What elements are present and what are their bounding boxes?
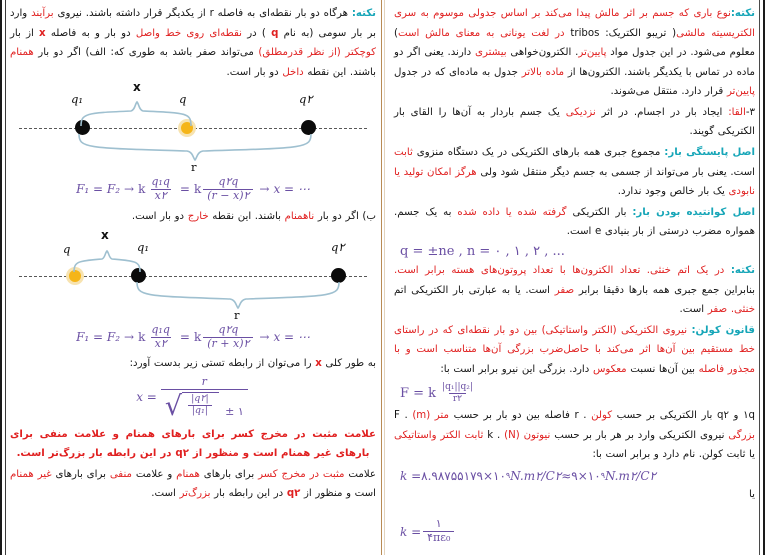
- note-1-line3a: می‌شود. در این جدول مواد: [606, 47, 726, 59]
- item-3-number: ۳-: [745, 106, 756, 118]
- footnote-red-line2: است و منظور از q۲ در این رابطه بار بزرگ‌تر است.: [16, 448, 278, 460]
- page-border-right-inner: [759, 0, 760, 555]
- q2-subscript: ۲: [723, 410, 729, 422]
- left-note-1-line1a: هرگاه دو بار نقطه‌ای به فاصله: [213, 8, 352, 19]
- def-line3: کولن. نام دارد و برابر است با:: [592, 449, 723, 461]
- note-1-line3d: بیشتری: [474, 47, 507, 59]
- formula2-den2: (r + x)۲: [203, 337, 253, 351]
- left-note-1-resultant: برآیند: [31, 8, 54, 19]
- coulomb-text-h: فاصله: [698, 363, 725, 375]
- item-3-term: القا:: [728, 106, 746, 118]
- k-approx-times: ×: [577, 468, 588, 483]
- k-alt-fraction: [423, 518, 454, 544]
- note-2-text-c: است.: [394, 264, 426, 276]
- quantization-text-d: مضرب درستی از بار بنیادی: [601, 226, 722, 238]
- k-approx-sign: ≈: [561, 468, 572, 483]
- formula2-equals: =: [179, 330, 190, 345]
- def-line1e: . r فاصله بین دو بار بر حسب: [448, 410, 592, 422]
- note-1-line1a: نوع باری که جسم بر اثر مالش پیدا می‌کند بر اساس جدولی موسوم به: [416, 8, 731, 19]
- formula-x-plus-minus-one: ± ۱: [225, 405, 244, 419]
- label-r-brace-fig2: r: [234, 308, 240, 323]
- k-alt-numerator: ۱: [435, 517, 442, 531]
- formula2-fraction-right: [203, 324, 253, 350]
- coulomb-text-f: آن‌ها: [476, 344, 508, 356]
- left-note-1-label: نکته:: [351, 8, 376, 19]
- coulomb-text-c: بین دو بار نقطه‌ای که در راستای خط: [394, 324, 755, 356]
- note-2-text-d: بنابراین جمع جبری همه بارها دقیقا برابر: [574, 284, 755, 296]
- page-divider-line: [381, 0, 382, 555]
- def-line1c: بار الکتریکی بر حسب: [612, 410, 717, 422]
- k-power-exp: ۹: [505, 471, 511, 481]
- formula2-k2: k: [193, 330, 202, 345]
- note-1-line2a: الکتریسیته مالشی: [676, 27, 755, 39]
- formula2-num1: q₁q: [151, 323, 170, 337]
- coulomb-text-a: نیروی الکتریکی: [616, 324, 692, 336]
- formula-x-lhs: x =: [136, 390, 157, 405]
- general-intro-c: را می‌توان از رابطه تستی زیر بدست آورد:: [129, 358, 316, 370]
- quantization-principle-paragraph: [394, 203, 755, 242]
- item-3-induction-paragraph: [394, 103, 755, 142]
- general-formula-intro: [10, 354, 376, 374]
- coulomb-text-b: (الکتر واستاتیکی): [541, 324, 617, 336]
- note-2-paragraph: [394, 261, 755, 320]
- footnote-mixed-q2: q۲: [286, 488, 301, 500]
- footnote-mixed-h: غیر همنام: [10, 468, 52, 480]
- formula1-arrow: →: [124, 182, 135, 197]
- def-line2a: نیروی الکتریکی وارد بر هر بار بر حسب: [550, 429, 725, 441]
- radical-content: [182, 392, 219, 417]
- left-note-1-line4a: الف) اگر دو بار: [33, 47, 106, 59]
- quantization-text-b: گرفته شده یا داده شده: [457, 206, 567, 218]
- item-3-text-c: یک جسم باردار به آن‌ها را القای بار: [394, 106, 566, 118]
- formula-x-denominator: [161, 389, 248, 423]
- note-b-paragraph: [10, 207, 376, 227]
- footnote-red-line1: علامت مثبت در مخرج کسر برای بارهای همنام و علامت منفی برای بارهای غیر همنام: [10, 428, 376, 460]
- formula2-rhs: x = ⋯: [273, 330, 310, 345]
- footnote-mixed-c: برای بارهای: [199, 468, 259, 480]
- def-unit-coulomb: کولن: [591, 410, 613, 422]
- note-1-line4b: ماده بالاتر: [521, 66, 565, 78]
- note-2-text-a: در یک اتم خنثی. تعداد الکترون‌ها با تعداد پروتون‌های هسته: [444, 264, 731, 276]
- note-2-text-f: است. یا به عبارتی بار الکتریکی اتم: [394, 284, 555, 296]
- formula-x-radical: [164, 391, 219, 423]
- note-b-text-c: باشند. این نقطه: [208, 210, 285, 222]
- k-lhs: k =: [400, 468, 422, 483]
- formula2-lhs: F₁ = F₂: [76, 330, 121, 345]
- general-x-formula: [10, 375, 376, 423]
- coulomb-text-i: بین آن‌ها نسبت: [626, 363, 699, 375]
- radical-sign-icon: √: [164, 391, 183, 423]
- footnote-mixed-e: و علامت: [132, 468, 177, 480]
- item-3-text-b: نزدیکی: [565, 106, 596, 118]
- conservation-text-a: مجموع جبری همه بارهای الکتریکی در یک دستگاه منزوی: [412, 147, 665, 159]
- formula2-k1: k: [138, 330, 146, 345]
- footnote-mixed-a: علامت: [344, 468, 376, 480]
- left-note-1-line1e: وارد: [10, 8, 32, 19]
- q1-subscript: ۱: [743, 410, 749, 422]
- k-times: ×: [482, 468, 494, 483]
- quantization-text-c: به یک جسم. همواره: [394, 206, 755, 238]
- footnote-mixed-larger: بزرگ‌تر: [179, 488, 211, 500]
- item-3-text-d: الکتریکی گویند.: [689, 126, 755, 138]
- left-note-1-line2d: نقطه‌ای روی خط واصل: [135, 27, 242, 39]
- note-2-text-b: برابر: [425, 264, 445, 276]
- left-note-1-line4e: دو بار است.: [226, 66, 283, 78]
- left-note-1-q-symbol: q: [271, 27, 279, 39]
- quantization-formula-text: q = ±ne , n = ۰ , ۱ , ۲ , ...: [400, 243, 565, 259]
- note-1-line2d: ) معلوم: [394, 27, 755, 59]
- charges-outside-diagram: [13, 228, 373, 323]
- or-label: یا: [749, 488, 755, 500]
- charge-quantization-formula: [394, 244, 755, 259]
- left-note-1-line1c: از یکدیگر قرار داشته باشند. نیروی: [53, 8, 210, 19]
- footnote-red-paragraph: [10, 425, 376, 464]
- left-note-1-inside: داخل: [282, 66, 304, 78]
- formula-x-inner-fraction: [187, 394, 213, 417]
- conservation-text-e: نابودی: [728, 186, 755, 198]
- left-note-1-same-sign: همنام: [10, 47, 34, 59]
- footnote-mixed-paragraph: [10, 465, 376, 504]
- formula1-k1: k: [138, 182, 146, 197]
- note-b-text-a: ب) اگر دو بار: [314, 210, 376, 222]
- right-page-column: [384, 0, 765, 555]
- charge-dot-q2-fig2: [331, 268, 346, 283]
- k-approx-unit: N.m۲/C۲: [604, 468, 656, 483]
- coulomb-text-g: متناسب است و با مجذور: [394, 344, 755, 375]
- k-value-formula: [394, 469, 755, 483]
- page-divider-shadow: [384, 0, 385, 555]
- brace-x-fig2: [71, 250, 143, 272]
- coulomb-formula-numerator: |q₁||q₂|: [442, 382, 473, 393]
- def-line1g: . F: [394, 410, 413, 422]
- general-intro-x-symbol: x: [315, 358, 322, 370]
- formula-outside-case: [10, 324, 376, 350]
- label-q-fig1: q: [179, 92, 187, 107]
- coulomb-definitions-paragraph: [394, 406, 755, 465]
- note-b-outside: خارج: [187, 210, 209, 222]
- formula1-arrow2: →: [259, 182, 270, 197]
- k-approx-base: ۱۰: [587, 468, 601, 483]
- coulomb-text-e: حاصل‌ضرب بزرگی: [507, 344, 590, 356]
- coulomb-text-j: معکوس: [592, 363, 627, 375]
- general-intro-a: به طور کلی: [321, 358, 376, 370]
- note-1-line5b: قرار دارد. منتقل می‌شوند.: [610, 86, 727, 98]
- label-r-brace-fig1: r: [191, 160, 197, 175]
- note-b-opposite-sign: ناهمنام: [284, 210, 315, 222]
- label-x-brace-fig2: x: [101, 228, 109, 243]
- formula-x-numerator: r: [201, 375, 207, 389]
- footnote-mixed-k: در این رابطه بار: [210, 488, 287, 500]
- formula2-arrow: →: [124, 330, 135, 345]
- note-1-line3b: پایین‌تر: [578, 47, 607, 59]
- formula1-den1: x۲: [151, 189, 171, 203]
- left-note-1-line2a: بر بار سومی (به نام: [278, 27, 376, 39]
- formula2-fraction-left: [147, 324, 174, 350]
- formula-x-abs-q2: |q۲|: [191, 392, 209, 404]
- quantization-text-a: بار الکتریکی: [566, 206, 633, 218]
- left-note-1-line3a: نظر قدرمطلق): [258, 47, 325, 59]
- q1-symbol: q: [748, 410, 756, 422]
- k-mantissa: ۸.۹۸۷۵۵۱۷۹: [421, 468, 483, 483]
- formula2-den1: x۲: [151, 337, 171, 351]
- left-note-1-line2g: از بار: [10, 27, 40, 39]
- note-1-line3e: دارند. یعنی اگر دو ماده: [394, 47, 756, 78]
- elementary-charge-symbol: e: [594, 226, 602, 238]
- coulomb-law-paragraph: [394, 321, 755, 380]
- note-1-line1b: سری: [394, 8, 417, 19]
- footnote-mixed-d: همنام: [176, 468, 200, 480]
- note-1-line4c: جدول به ماده‌ای که در جدول: [394, 66, 522, 78]
- note-1-line3c: . الکترون‌خواهی: [506, 47, 579, 59]
- quantization-text-f: است.: [566, 226, 595, 238]
- coulomb-text-k: دارد. بزرگی این نیرو برابر است با:: [440, 363, 593, 375]
- note-2-text-e: صفر: [554, 284, 575, 296]
- note-b-text-e: دو بار است.: [131, 210, 188, 222]
- conservation-text-d: هرگز امکان تولید یا: [394, 166, 477, 178]
- formula-inside-case: [10, 176, 376, 202]
- def-electrostatic-constant: ثابت الکتر واستاتیکی: [394, 429, 484, 441]
- label-q-fig2: q: [63, 242, 71, 257]
- def-line2e: یا ثابت: [726, 449, 755, 461]
- charge-dot-q2-fig1: [301, 120, 316, 135]
- left-note-1-line2h: کوچکتر (از: [329, 47, 377, 59]
- left-note-1-line4c: باشند. این نقطه: [303, 66, 376, 78]
- note-2-text-h: است.: [679, 304, 708, 316]
- left-note-1-line3b: می‌تواند صفر باشد به طوری که:: [110, 47, 259, 59]
- def-unit-newton: نیوتون (N): [504, 429, 551, 441]
- label-x-brace-fig1: x: [133, 80, 141, 95]
- footnote-mixed-i: است و منظور از: [300, 488, 376, 500]
- brace-r-fig2: [133, 282, 343, 310]
- page-border-left-outer: [0, 0, 2, 555]
- brace-x-fig1: [75, 100, 195, 126]
- tribos-latin-word: tribos: [570, 27, 600, 39]
- formula2-num2: q۲q: [218, 323, 239, 337]
- k-alt-lhs: k =: [400, 524, 422, 539]
- formula1-den2: (r − x)۲: [203, 189, 253, 203]
- label-q2-fig2: q۲: [331, 240, 345, 255]
- conservation-text-c: است. یعنی بار می‌تواند از جسمی به جسم دیگر منتقل شود ولی: [476, 166, 755, 178]
- conservation-title: اصل پایستگی بار:: [664, 147, 755, 159]
- formula1-fraction-right: [203, 176, 253, 202]
- coulomb-force-formula: [394, 382, 755, 404]
- footnote-mixed-f: منفی: [109, 468, 132, 480]
- left-note-1-x-symbol: x: [39, 27, 46, 39]
- left-note-1-line2e: دو بار و به فاصله: [45, 27, 136, 39]
- formula1-equals: =: [179, 182, 190, 197]
- label-q1-fig1: q₁: [71, 92, 83, 107]
- left-note-1-paragraph: [10, 4, 376, 82]
- k-power-base: ۱۰: [493, 468, 506, 483]
- note-2-label: نکته:: [730, 264, 755, 276]
- k-alt-denominator: ۴πε₀: [423, 531, 454, 545]
- left-note-1-r-symbol: r: [209, 8, 214, 19]
- left-note-1-line2c: ) در: [242, 27, 272, 39]
- footnote-mixed-b: مثبت در مخرج کسر: [258, 468, 345, 480]
- footnote-mixed-g: برای بارهای: [51, 468, 110, 480]
- formula-x-abs-q1: |q₁|: [188, 405, 212, 417]
- charges-inside-diagram: [13, 80, 373, 175]
- formula-x-main-fraction: [161, 375, 248, 423]
- note-1-line2b: ( تریبو الکتریک:: [599, 27, 677, 39]
- footnote-mixed-m: است.: [151, 488, 180, 500]
- def-line1b: و q: [716, 410, 744, 422]
- coulomb-text-d: مستقیم بین آن‌ها اثر می‌کند با: [589, 344, 734, 356]
- note-1-line2c: در لغت یونانی به معنای مالش است: [397, 27, 571, 39]
- item-3-text-a: ایجاد بار در اجسام. در اثر: [595, 106, 729, 118]
- note-1-paragraph: [394, 4, 755, 102]
- formula1-fraction-left: [147, 176, 174, 202]
- conservation-text-b: ثابت: [394, 147, 413, 159]
- k-approx-exp: ۹: [600, 471, 605, 481]
- conservation-text-f: یک بار خالص وجود ندارد.: [617, 186, 729, 198]
- coulomb-formula-denominator: r۲: [449, 393, 466, 404]
- formula1-k2: k: [193, 182, 202, 197]
- label-q1-fig2: q₁: [137, 240, 149, 255]
- brace-r-fig1: [75, 134, 315, 162]
- conservation-principle-paragraph: [394, 143, 755, 202]
- formula2-arrow2: →: [259, 330, 270, 345]
- quantization-title: اصل کوانتیده بودن بار:: [632, 206, 755, 218]
- formula1-rhs: x = ⋯: [273, 182, 310, 197]
- formula1-num2: q۲q: [218, 175, 239, 189]
- label-q2-fig1: q۲: [299, 92, 313, 107]
- coulomb-formula-lhs: F = k: [400, 385, 437, 401]
- def-line1h: بزرگی: [728, 429, 756, 441]
- k-approx-mantissa: ۹: [571, 468, 578, 483]
- formula1-num1: q₁q: [151, 175, 170, 189]
- def-line2c: . k: [483, 429, 505, 441]
- note-1-line5a: پایین‌تر: [726, 86, 755, 98]
- coulomb-formula-fraction: [438, 382, 477, 404]
- formula1-lhs: F₁ = F₂: [76, 182, 121, 197]
- k-unit: N.m۲/C۲: [510, 468, 562, 483]
- note-1-label: نکته:: [730, 8, 755, 19]
- def-unit-meter: متر (m): [412, 410, 449, 422]
- note-2-text-g: خنثی. صفر: [707, 304, 755, 316]
- page-border-left-inner: [5, 0, 6, 555]
- note-1-line4a: در تماس با یکدیگر باشند. الکترون‌ها از: [564, 66, 733, 78]
- k-alternative-formula: [394, 518, 755, 544]
- coulomb-law-title: قانون کولن:: [691, 324, 755, 336]
